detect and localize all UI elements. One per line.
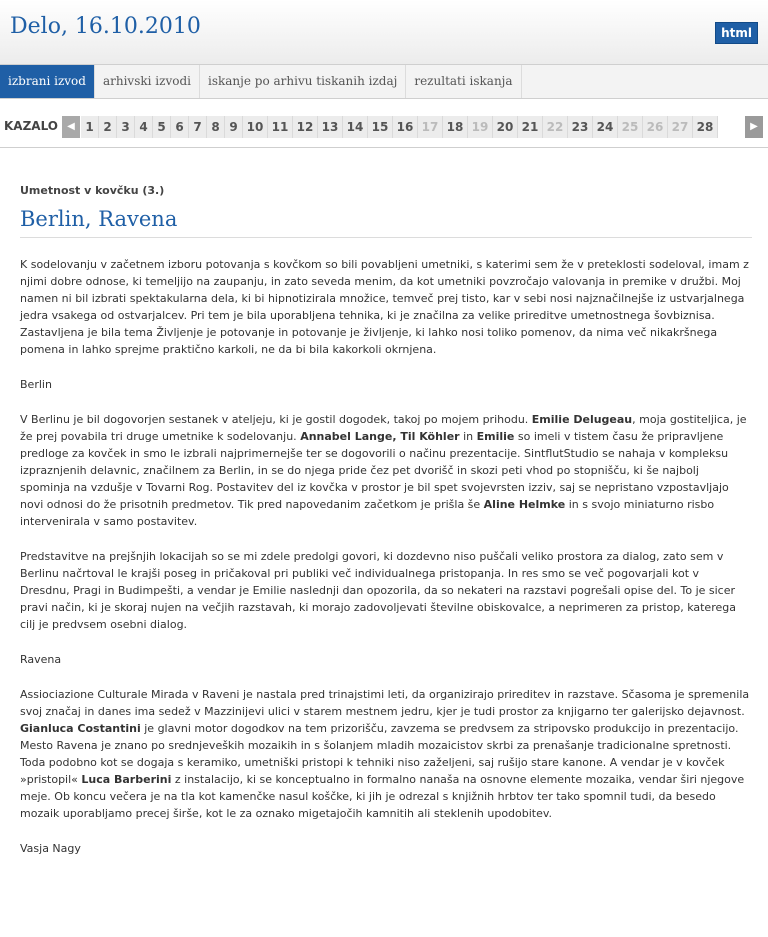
next-page-button[interactable]: ▶ <box>745 116 763 138</box>
edition-title: Delo, 16.10.2010 <box>10 14 201 39</box>
nav-tabs <box>0 65 768 99</box>
person-name: Emilie Delugeau <box>531 413 633 426</box>
paragraph-berlin <box>20 411 752 530</box>
html-format-badge[interactable]: html <box>715 22 758 44</box>
page-link-24[interactable]: 24 <box>593 116 618 138</box>
page-link-8[interactable]: 8 <box>207 116 225 138</box>
page-link-25: 25 <box>618 116 643 138</box>
page-link-12[interactable]: 12 <box>293 116 318 138</box>
page-link-20[interactable]: 20 <box>493 116 518 138</box>
tab-arhivski-izvodi[interactable]: arhivski izvodi <box>95 65 200 98</box>
page-header <box>0 0 768 65</box>
page-number-list <box>81 116 718 138</box>
article <box>20 184 752 875</box>
page-link-10[interactable]: 10 <box>243 116 268 138</box>
page-link-19: 19 <box>468 116 493 138</box>
tab-izbrani-izvod[interactable]: izbrani izvod <box>0 65 95 98</box>
text-run: z instalacijo, ki se konceptualno in formalno nanaša na osnovne elemente mozaika, vendar širi njegove meje. Ob koncu večera je na tla kot kamenčke nasul koščke, ki jih je odrezal s knjižnih hrbtov ter tako spomnil tudi, da besedo mozaik uporabljamo precej širše, kot le za oznako migetajočih kamnitih ali steklenih upodobitev. <box>20 773 745 820</box>
page-link-11[interactable]: 11 <box>268 116 293 138</box>
page-link-5[interactable]: 5 <box>153 116 171 138</box>
person-name: Emilie <box>476 430 515 443</box>
person-name: Annabel Lange, Til Köhler <box>300 430 460 443</box>
text-run: in <box>459 430 477 443</box>
article-body <box>20 256 752 857</box>
person-name: Gianluca Costantini <box>20 722 141 735</box>
page-link-3[interactable]: 3 <box>117 116 135 138</box>
text-run: so imeli v tistem času že pripravljene predloge za kovček in smo le izbrali najprimernejše ter se dogovorili o načinu prezentacije. SintflutStudio se nahaja v kompleksu izpraznjenih delavnic, značilnem za Berlin, in se do njega pride čez pet dvorišč in skozi peti vhod po stopnišču, ki še najbolj spominja na vzdušje v Tovarni Rog. Postavitev del iz kovčka v prostor je bil spet svojevrsten izziv, saj se nepristano vzpostavljajo novi odnosi do že prisotnih predmetov. Tik pred napovedanim začetkom je prišla še <box>20 430 729 511</box>
prev-page-button[interactable]: ◀ <box>62 116 80 138</box>
paragraph-intro: K sodelovanju v začetnem izboru potovanja s kovčkom so bili povabljeni umetniki, s katerimi sem že v preteklosti sodeloval, imam z njimi dobre odnose, ki temeljijo na zaupanju, in zato seveda menim, da kot umetniki povzročajo valovanja in premike v družbi. Moj namen ni bil izbrati spektakularna dela, ki bi hipnotizirala množice, temveč prej tisto, kar v sebi nosi najznačilnejše iz ustvarjalnega jedra vsakega od ostvarjalcev. Pri tem je bila uporabljena tehnika, ki je značilna za velike prireditve umetnostnega šovbiznisa. Zastavljena je bila tema Življenje je potovanje in potovanje je življenje, ki lahko nosi toliko pomenov, da nima več nikakršnega pomena in lahko sprejme praktično karkoli, ne da bi bila kakorkoli okrnjena. <box>20 258 749 356</box>
page-link-18[interactable]: 18 <box>443 116 468 138</box>
text-run: , moja gostiteljica, je že prej povabila tri druge umetnike k sodelovanju. <box>20 413 747 443</box>
tab-iskanje-po-arhivu[interactable]: iskanje po arhivu tiskanih izdaj <box>200 65 406 98</box>
person-name: Aline Helmke <box>483 498 566 511</box>
article-subtitle: Umetnost v kovčku (3.) <box>20 184 165 197</box>
page-link-28[interactable]: 28 <box>693 116 718 138</box>
page-link-27: 27 <box>668 116 693 138</box>
article-headline: Berlin, Ravena <box>20 207 752 238</box>
paragraph-presentations: Predstavitve na prejšnjih lokacijah so se mi zdele predolgi govori, ki dozdevno niso puščali veliko prostora za dialog, zato sem v Berlinu načrtoval le krajši poseg in pričakoval pri publiki več individualnega pristopanja. In res smo se več pogovarjali kot v Dresdnu, Pragi in Budimpešti, a vendar je Emilie naslednji dan opozorila, da so nekateri na razstavi pogrešali opise del. To je sicer pravi način, ki je skoraj nujen na večjih razstavah, ki morajo zadovoljevati številne obiskovalce, a neprimeren za pristop, katerega cilj je predvsem osebni dialog. <box>20 550 736 631</box>
text-run: je glavni motor dogodkov na tem prizorišču, zavzema se predvsem za stripovsko produkcijo in prezentacijo. Mesto Ravena je znano po srednjeveških mozaikih in s šolanjem mladih mozaicistov skrbi za prenašanje tradicionalne spretnosti. Toda podobno kot se dogaja s keramiko, umetniški pristopi k tehniki niso zaželjeni, saj rušijo stare kanone. A vendar je v kovček »pristopil« <box>20 722 739 786</box>
article-author: Vasja Nagy <box>20 842 81 855</box>
tab-rezultati-iskanja[interactable]: rezultati iskanja <box>406 65 521 98</box>
page-link-6[interactable]: 6 <box>171 116 189 138</box>
page-link-4[interactable]: 4 <box>135 116 153 138</box>
page-link-1[interactable]: 1 <box>81 116 99 138</box>
page-link-7[interactable]: 7 <box>189 116 207 138</box>
person-name: Luca Barberini <box>81 773 172 786</box>
page-link-17: 17 <box>418 116 443 138</box>
page-link-22: 22 <box>543 116 568 138</box>
page-link-14[interactable]: 14 <box>343 116 368 138</box>
text-run: in s svojo miniaturno risbo intervenirala v samo postavitev. <box>20 498 715 528</box>
page-link-13[interactable]: 13 <box>318 116 343 138</box>
kazalo-label: KAZALO <box>4 119 58 133</box>
page-link-21[interactable]: 21 <box>518 116 543 138</box>
page-link-9[interactable]: 9 <box>225 116 243 138</box>
section-heading-berlin: Berlin <box>20 378 52 391</box>
page-index <box>0 116 768 144</box>
paragraph-ravena <box>20 686 752 822</box>
page-link-2[interactable]: 2 <box>99 116 117 138</box>
page-link-23[interactable]: 23 <box>568 116 593 138</box>
page-link-15[interactable]: 15 <box>368 116 393 138</box>
text-run: V Berlinu je bil dogovorjen sestanek v ateljeju, ki je gostil dogodek, takoj po mojem prihodu. <box>20 413 532 426</box>
text-run: Assiociazione Culturale Mirada v Raveni je nastala pred trinajstimi leti, da organizirajo prireditev in razstave. Sčasoma je spremenila svoj značaj in danes ima sedež v Mazzinijevi ulici v starem mestnem jedru, kjer je tudi prostor za knjigarno ter galerijsko dejavnost. <box>20 688 750 718</box>
page-link-26: 26 <box>643 116 668 138</box>
page-link-16[interactable]: 16 <box>393 116 418 138</box>
divider <box>0 147 768 148</box>
section-heading-ravena: Ravena <box>20 653 62 666</box>
